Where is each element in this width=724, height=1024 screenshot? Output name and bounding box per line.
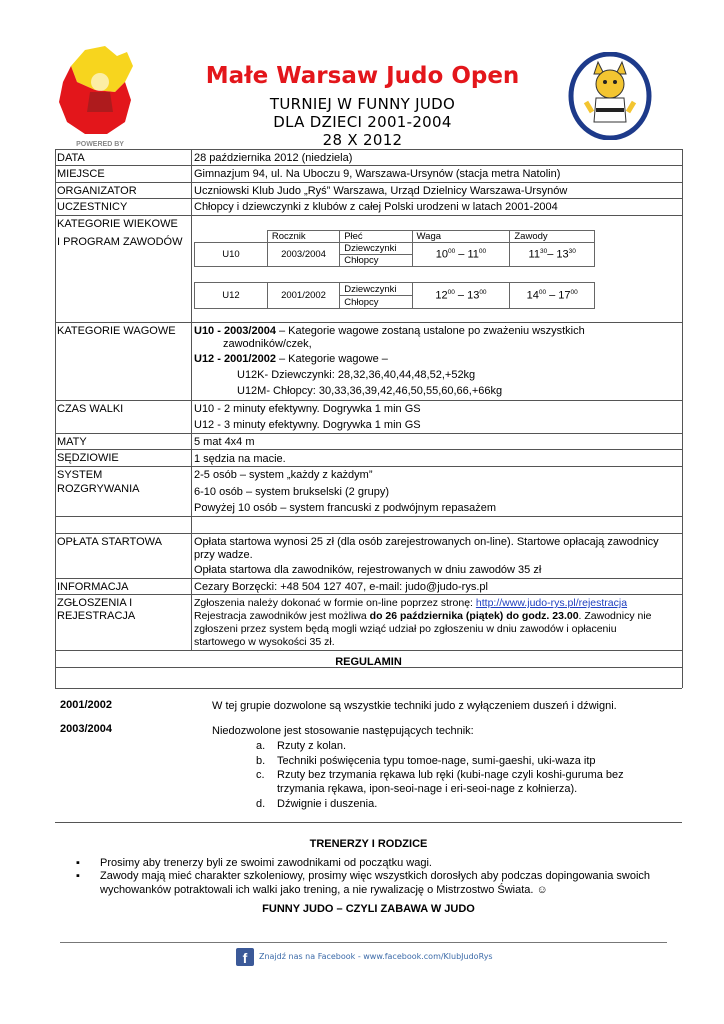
rule-b-text: Techniki poświęcenia typu tomoe-nage, sumi-gaeshi, uki-waza itp [277,755,596,767]
wagowe-u10-cont: zawodników/czek, [223,338,312,350]
group-2001-text: W tej grupie dozwolone są wszystkie techniki judo z wyłączeniem duszeń i dźwigni. [212,700,617,712]
subtitle-line1: TURNIEJ W FUNNY JUDO [269,95,456,113]
trenerzy-bullet2-cont: wychowanków potraktowali ich walki jako trening, a nie rywalizację o Mistrzostwo Świata. ☺ [100,884,548,896]
label-organizator: ORGANIZATOR [57,185,137,197]
label-zgloszenia: ZGŁOSZENIA I [57,597,133,609]
system-v2: 6-10 osób – system brukselski (2 grupy) [194,486,390,498]
u12-girls: Dziewczynki [340,283,412,296]
value-informacja: Cezary Borzęcki: +48 504 127 407, e-mail: judo@judo-rys.pl [194,581,488,593]
u12-year: 2001/2002 [267,283,339,309]
facebook-icon[interactable]: f [236,948,254,966]
label-miejsce: MIEJSCE [57,168,105,180]
rule-c-cont: trzymania rękawa, ipon-seoi-nage i eri-seoi-nage z kołnierza). [277,783,578,795]
label-maty: MATY [57,436,87,448]
trenerzy-bullet1: Prosimy aby trenerzy byli ze swoimi zawodnikami od początku wagi. [100,857,432,869]
bullet-icon: ▪ [76,870,80,882]
zgloszenia-line2: Rejestracja zawodników jest możliwa do 26 października (piątek) do godz. 23.00. Zawodnicy nie [194,610,652,622]
col-header-zawody: Zawody [510,231,595,243]
slogan: FUNNY JUDO – CZYLI ZABAWA W JUDO [262,903,475,915]
value-uczestnicy: Chłopcy i dziewczynki z klubów z całej Polski urodzeni w latach 2001-2004 [194,201,558,213]
group-2001-label: 2001/2002 [60,699,112,711]
u10-girls: Dziewczynki [340,243,412,255]
u12-boys: Chłopcy [340,296,412,309]
label-rejestracja: REJESTRACJA [57,610,136,622]
rule-c-text: Rzuty bez trzymania rękawa lub ręki (kubi-nage czyli koshi-guruma bez [277,769,624,781]
col-header-plec: Płeć [340,231,412,243]
oplata-v1: Opłata startowa wynosi 25 zł (dla osób zarejestrowanych on-line). Startowe opłacają zawodnicy [194,536,659,548]
warsaw-judo-logo [55,42,145,154]
trenerzy-title: TRENERZY I RODZICE [309,838,428,850]
label-rozgrywania: ROZGRYWANIA [57,483,140,495]
facebook-link[interactable]: Znajdź nas na Facebook - www.facebook.com/KlubJudoRys [259,952,493,961]
u10-comp-time: $11^{30}-$ $13^{30}$ [510,243,595,267]
wagowe-u12m: U12M- Chłopcy: 30,33,36,39,42,46,50,55,60,66,+66kg [237,385,503,397]
col-header-rocznik: Rocznik [267,231,339,243]
lynx-club-logo [568,52,652,140]
col-header-waga: Waga [412,231,510,243]
wagowe-u10: U10 - 2003/2004 – Kategorie wagowe zostaną ustalone po zważeniu wszystkich [194,325,585,337]
u10-boys: Chłopcy [340,255,412,267]
age-category-table [194,230,595,309]
rule-b-marker: b. [256,755,266,767]
group-2003-text: Niedozwolone jest stosowanie następujących technik: [212,725,474,737]
label-informacja: INFORMACJA [57,581,129,593]
wagowe-u12k: U12K- Dziewczynki: 28,32,36,40,44,48,52,+52kg [237,369,476,381]
bullet-icon: ▪ [76,857,80,869]
logo-caption: POWERED BY [76,141,124,148]
u10-weigh-time: $10^{00} - 11^{00}$ [412,243,510,267]
rule-c-marker: c. [256,769,265,781]
label-oplata: OPŁATA STARTOWA [57,536,162,548]
oplata-v2: przy wadze. [194,549,253,561]
czas-u12: U12 - 3 minuty efektywny. Dogrywka 1 min GS [194,419,421,431]
oplata-v3: Opłata startowa dla zawodników, rejestrowanych w dniu zawodów 35 zł [194,564,542,576]
page-title: Małe Warsaw Judo Open [205,63,520,89]
trenerzy-bullet2: Zawody mają mieć charakter szkoleniowy, prosimy więc wszystkich dorosłych aby podczas dopingowania swoich [100,870,651,882]
group-2003-label: 2003/2004 [60,723,112,735]
u10-year: 2003/2004 [267,243,339,267]
value-maty: 5 mat 4x4 m [194,436,255,448]
rule-d-marker: d. [256,798,266,810]
u12-comp-time: $14^{00} - 17^{00}$ [510,283,595,309]
label-kategorie-wiekowe: KATEGORIE WIEKOWE [57,218,178,230]
label-data: DATA [57,152,85,164]
u12-weigh-time: $12^{00} - 13^{00}$ [412,283,510,309]
zgloszenia-line4: startowego w wysokości 35 zł. [194,636,335,648]
value-data: 28 października 2012 (niedziela) [194,152,353,164]
label-system: SYSTEM [57,469,103,481]
u10-name: U10 [195,243,268,267]
wagowe-u12: U12 - 2001/2002 – Kategorie wagowe – [194,353,388,365]
rule-d-text: Dźwignie i duszenia. [277,798,378,810]
subtitle-line2: DLA DZIECI 2001-2004 [273,113,452,131]
zgloszenia-line1: Zgłoszenia należy dokonać w formie on-line poprzez stronę: http://www.judo-rys.pl/rejestracja [194,597,628,609]
label-program: I PROGRAM ZAWODÓW [57,236,183,248]
registration-link[interactable]: http://www.judo-rys.pl/rejestracja [475,597,628,609]
value-sedziowie: 1 sędzia na macie. [194,453,286,465]
rule-a-marker: a. [256,740,266,752]
u12-name: U12 [195,283,268,309]
subtitle-date: 28 X 2012 [322,131,403,149]
czas-u10: U10 - 2 minuty efektywny. Dogrywka 1 min GS [194,403,421,415]
label-czas: CZAS WALKI [57,403,124,415]
system-v3: Powyżej 10 osób – system francuski z podwójnym repasażem [194,502,497,514]
label-uczestnicy: UCZESTNICY [57,201,128,213]
label-sedziowie: SĘDZIOWIE [57,452,119,464]
regulamin-title: REGULAMIN [335,656,402,668]
system-v1: 2-5 osób – system „każdy z każdym” [194,469,373,481]
value-organizator: Uczniowski Klub Judo „Ryś” Warszawa, Urząd Dzielnicy Warszawa-Ursynów [194,185,568,197]
value-miejsce: Gimnazjum 94, ul. Na Uboczu 9, Warszawa-Ursynów (stacja metra Natolin) [194,168,561,180]
label-wagowe: KATEGORIE WAGOWE [57,325,176,337]
zgloszenia-line3: zgłoszeni przez system będą mogli wziąć udział po zgłoszeniu w dniu zawodów i opłaceniu [194,623,617,635]
rule-a-text: Rzuty z kolan. [277,740,347,752]
